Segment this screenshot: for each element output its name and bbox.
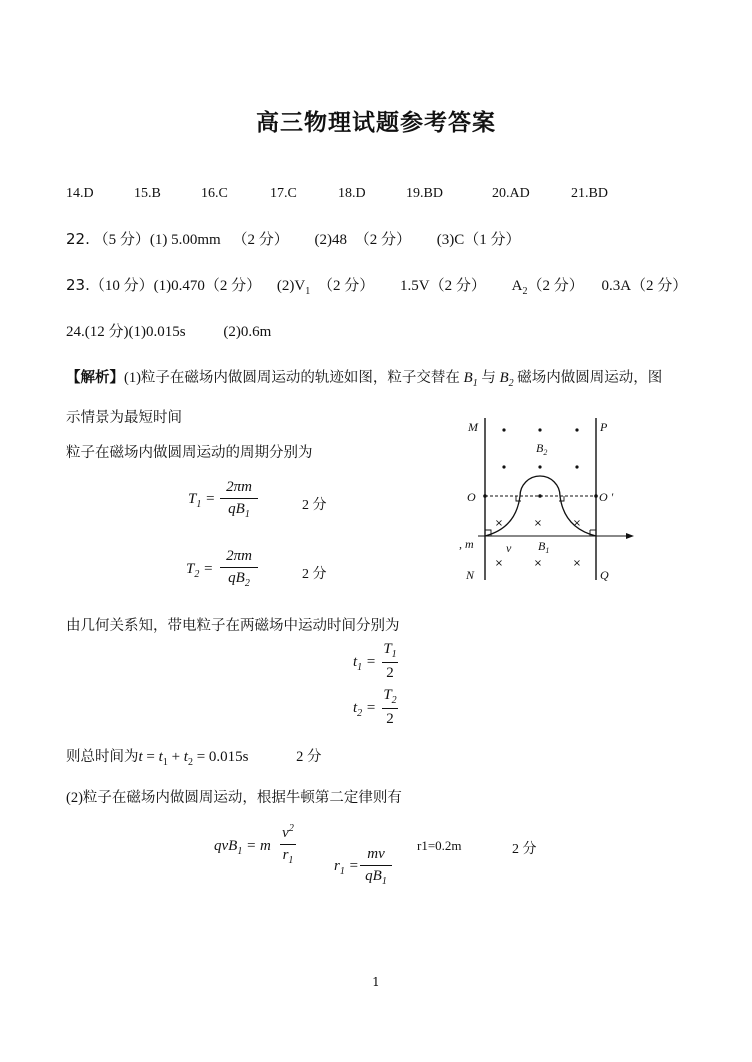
q23-part5: 0.3A (601, 278, 632, 294)
formula-r1-lhs: $r_1$ = (334, 858, 359, 877)
q23-part2-score: （2 分） (317, 278, 375, 294)
formula-t1-lhs: $t_1$ = (353, 654, 377, 673)
symbol-B2: $B_2$ (499, 370, 514, 389)
svg-text:×: × (533, 558, 543, 569)
analysis-line3: 粒子在磁场内做圆周运动的周期分别为 (66, 445, 313, 461)
svg-text:×: × (494, 518, 504, 529)
svg-text:×: × (572, 518, 582, 529)
q23-number: 23. (66, 276, 90, 294)
q23-part1-score: （2 分） (204, 278, 262, 294)
q22-part3-score: （1 分） (464, 232, 521, 248)
q22-part3: (3)C (436, 232, 465, 248)
q22-total: （5 分） (93, 232, 150, 248)
answer-20: 20.AD (492, 186, 530, 201)
part2-line: (2)粒子在磁场内做圆周运动，根据牛顿第二定律则有 (66, 790, 402, 806)
label-Q: Q (600, 568, 609, 582)
answer-21: 21.BD (571, 186, 608, 201)
q23-line (66, 274, 687, 297)
q22-part2: (2)48 (314, 232, 347, 248)
q23-total: （10 分） (89, 278, 154, 294)
formula-newton-lhs: qvB$_1$ = m (214, 838, 271, 857)
score-T1: 2 分 (302, 498, 327, 513)
magnetic-field-diagram (430, 410, 650, 590)
total-time-line: 则总时间为$t = t_1 + t_2 = 0.015s$ 2 分 (66, 749, 322, 768)
svg-text:×: × (572, 558, 582, 569)
q23-part2: $(2)V_1$ (276, 278, 311, 297)
geometry-line: 由几何关系知，带电粒子在两磁场中运动时间分别为 (66, 618, 400, 634)
formula-T1-lhs: $T_1$ = (188, 491, 216, 510)
score-r1: 2 分 (512, 842, 537, 857)
q24-head: 24.(12 分)(1)0.015s (66, 324, 186, 340)
answer-14: 14.D (66, 186, 94, 201)
q23-part1: (1)0.470 (153, 278, 205, 294)
svg-text:×: × (494, 558, 504, 569)
label-B2: $B_2$ (536, 441, 548, 457)
formula-T2-lhs: $T_2$ = (186, 561, 214, 580)
q22-number: 22. (66, 230, 90, 248)
answer-15: 15.B (134, 186, 161, 201)
formula-t2-fraction: $T_2$ 2 (383, 687, 397, 727)
label-v: v (506, 541, 512, 555)
label-O-prime: O ′ (599, 490, 614, 504)
score-T2: 2 分 (302, 567, 327, 582)
svg-text:×: × (533, 518, 543, 529)
q23-part3: 1.5V (399, 278, 430, 294)
r1-value: r1=0.2m (417, 838, 462, 853)
label-O: O (467, 490, 476, 504)
label-m: , m (459, 537, 474, 551)
q23-part4: $A_2$ (511, 278, 528, 297)
q22-part1: (1) 5.00mm (149, 232, 221, 248)
answer-16: 16.C (201, 186, 228, 201)
analysis-line2: 示情景为最短时间 (66, 410, 182, 426)
score-total: 2 分 (296, 749, 322, 765)
q24-part2: (2)0.6m (223, 324, 272, 340)
q22-line (66, 228, 521, 249)
label-N: N (466, 568, 475, 582)
formula-t1-fraction: $T_1$ 2 (383, 641, 397, 681)
q22-part1-score: （2 分） (232, 232, 289, 248)
label-B1: $B_1$ (538, 539, 550, 555)
axis-arrowhead (626, 533, 634, 539)
analysis-line1: 【解析】(1)粒子在磁场内做圆周运动的轨迹如图，粒子交替在 $B_1$ 与 $B_2$ 磁场内做圆周运动，图 (66, 370, 663, 389)
field-dots-B2 (483, 428, 598, 497)
answer-19: 19.BD (406, 186, 443, 201)
total-time-formula: $t = t_1 + t_2 = 0.015s$ (138, 749, 249, 768)
page-title: 高三物理试题参考答案 (256, 109, 496, 136)
formula-r1-fraction: mv $qB_1$ (360, 846, 392, 887)
formula-T2-fraction: 2πm $qB_2$ (220, 548, 258, 589)
trajectory-arc-top (520, 476, 560, 496)
label-M: M (468, 420, 478, 434)
answer-18: 18.D (338, 186, 366, 201)
label-P: P (600, 420, 608, 434)
q22-part2-score: （2 分） (354, 232, 411, 248)
formula-T1-fraction: 2πm $qB_1$ (220, 479, 258, 520)
q24-line (66, 320, 271, 341)
q23-part4-score: （2 分） (527, 278, 584, 294)
q23-part3-score: （2 分） (429, 278, 486, 294)
analysis-tag: 【解析】 (66, 370, 124, 386)
q23-part5-score: （2 分） (631, 278, 688, 294)
symbol-B1: $B_1$ (463, 370, 478, 389)
page-number: 1 (372, 975, 380, 989)
answer-17: 17.C (270, 186, 297, 201)
formula-newton-fraction: $v^2$ $r_1$ (280, 823, 296, 866)
formula-t2-lhs: $t_2$ = (353, 700, 377, 719)
